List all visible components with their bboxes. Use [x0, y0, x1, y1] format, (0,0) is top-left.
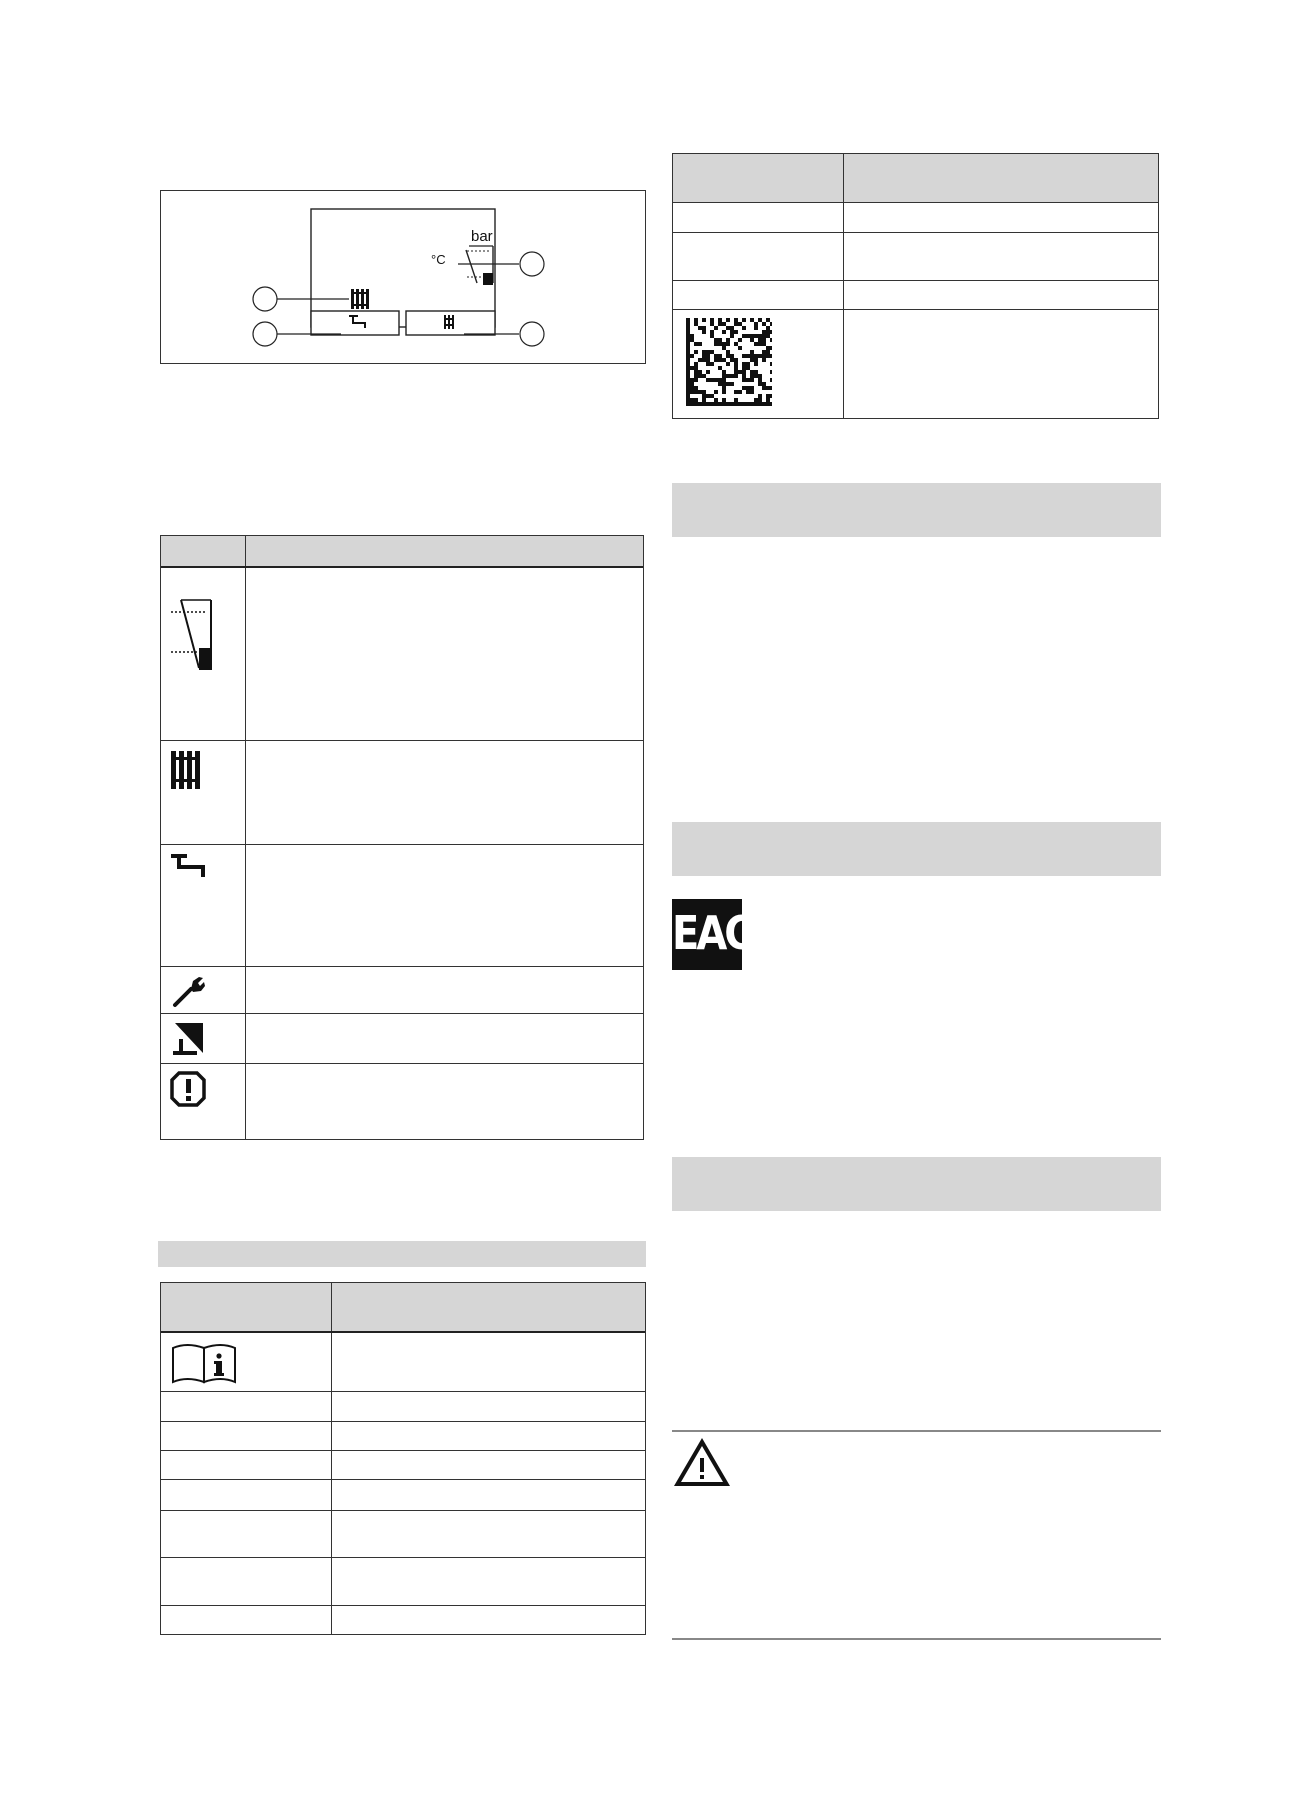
callout-circle	[520, 322, 544, 346]
display-pressure-gauge-icon	[466, 246, 493, 285]
symbol-table-header	[161, 536, 643, 566]
section-heading-band	[672, 483, 1161, 537]
callout-circle	[253, 322, 277, 346]
warning-bottom-rule	[672, 1638, 1161, 1640]
radiator-icon	[169, 749, 209, 793]
section-heading-band	[672, 1157, 1161, 1211]
datamatrix-code	[686, 318, 772, 406]
pressure-gauge-icon	[169, 598, 219, 678]
wrench-icon	[169, 973, 209, 1009]
callout-circle	[520, 252, 544, 276]
identification-table-header	[673, 154, 1158, 202]
eac-mark-text: EAC	[672, 907, 751, 961]
unit-bar-label: bar	[471, 228, 493, 245]
section-heading-band	[672, 822, 1161, 876]
hot-water-tap-icon	[169, 851, 209, 881]
warning-triangle-icon	[672, 1436, 732, 1490]
unit-celsius-label: °C	[431, 252, 446, 267]
display-figure	[160, 190, 646, 364]
symbol-table	[160, 535, 644, 1140]
documents-table	[160, 1282, 646, 1635]
identification-table	[672, 153, 1159, 419]
softkey-radiator-icon	[444, 315, 454, 329]
manual-info-icon	[171, 1340, 239, 1386]
eac-conformity-mark	[672, 899, 751, 970]
warning-top-rule	[672, 1430, 1161, 1432]
callout-circle	[253, 287, 277, 311]
fault-exclamation-icon	[169, 1070, 209, 1110]
display-radiator-icon	[351, 289, 369, 309]
documents-table-header	[161, 1283, 645, 1331]
section-heading-band	[158, 1241, 646, 1267]
frost-protection-icon	[169, 1019, 209, 1059]
display-diagram	[161, 191, 647, 365]
